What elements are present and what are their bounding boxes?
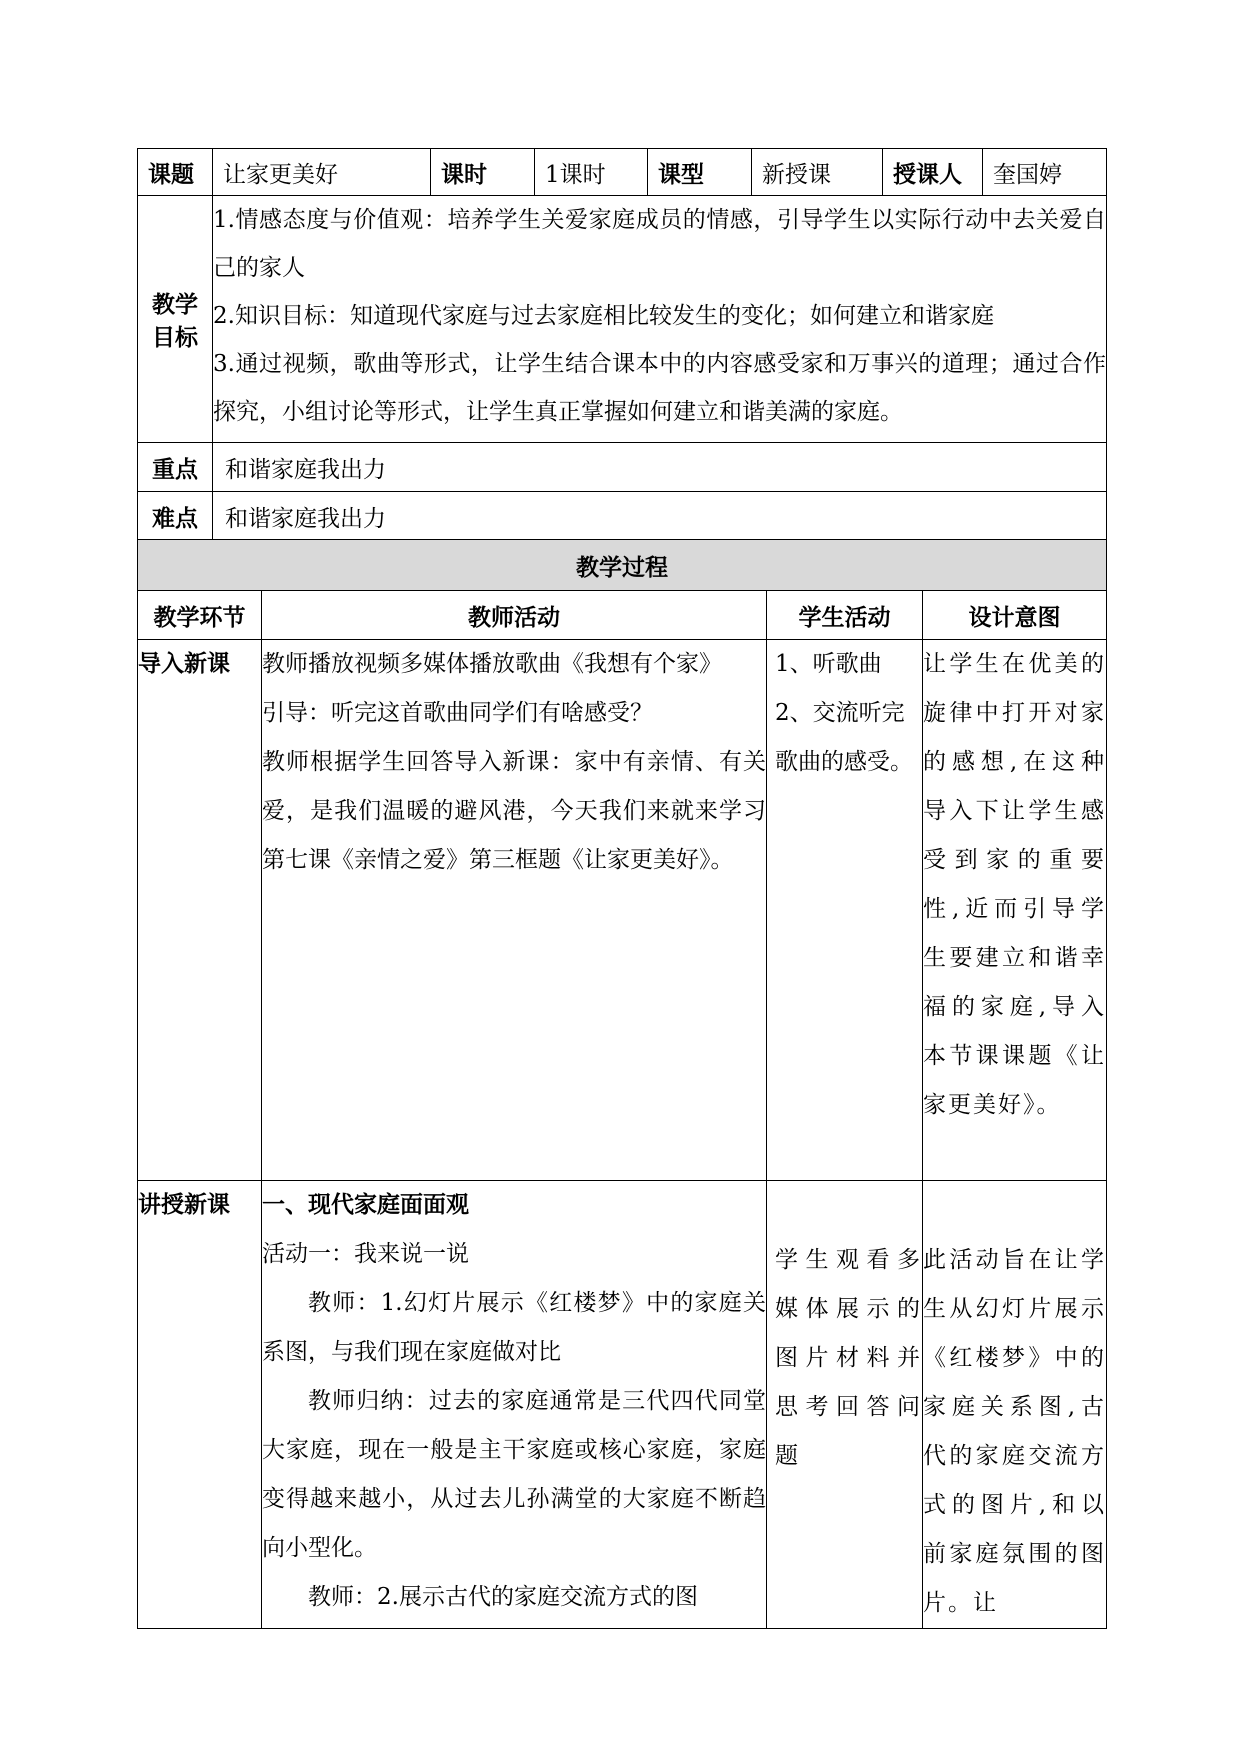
- lesson-info-table: [137, 148, 1107, 541]
- teacher-line: 教师播放视频多媒体播放歌曲《我想有个家》: [262, 651, 722, 677]
- goals-label: [138, 196, 213, 443]
- student-line: 2、交流听完歌曲的感受。: [775, 700, 913, 775]
- activity-title: 活动一：我来说一说: [262, 1241, 469, 1267]
- teacher-line: 引导：听完这首歌曲同学们有啥感受？: [262, 700, 653, 726]
- intent-cell: 让学生在优美的旋律中打开对家的感想,在这种导入下让学生感受到家的重要性,近而引导学生要建立和谐幸福的家庭,导入本节课课题《让家更美好》。: [923, 640, 1107, 1181]
- key-point-label: 重点: [138, 443, 213, 492]
- process-title: 教学过程: [138, 540, 1107, 591]
- key-point-row: [138, 443, 1107, 492]
- teacher-activity-cell: [262, 640, 767, 1181]
- goals-content: [213, 196, 1107, 443]
- goal-line: 3.通过视频，歌曲等形式，让学生结合课本中的内容感受家和万事兴的道理；通过合作探究，小组讨论等形式，让学生真正掌握如何建立和谐美满的家庭。: [213, 351, 1106, 425]
- teaching-process-table: [137, 539, 1107, 1629]
- teacher-value: 奎国婷: [983, 149, 1107, 196]
- goals-row: [138, 196, 1107, 443]
- teacher-label: 授课人: [883, 149, 983, 196]
- lesson-header-row: [138, 149, 1107, 196]
- process-column-headers: [138, 591, 1107, 640]
- hours-label: 课时: [431, 149, 535, 196]
- difficult-point-value: 和谐家庭我出力: [213, 492, 1107, 541]
- table-row: [138, 640, 1107, 1181]
- intent-cell: 此活动旨在让学生从幻灯片展示《红楼梦》中的家庭关系图,古代的家庭交流方式的图片,和以前家庭氛围的图片。让: [923, 1181, 1107, 1629]
- student-activity-cell: [767, 640, 923, 1181]
- column-header-teacher: 教师活动: [262, 591, 767, 640]
- key-point-value: 和谐家庭我出力: [213, 443, 1107, 492]
- process-title-row: [138, 540, 1107, 591]
- column-header-stage: 教学环节: [138, 591, 262, 640]
- hours-value: 1课时: [535, 149, 648, 196]
- goals-label-line-1: 教学: [152, 292, 198, 318]
- teacher-paragraph: 教师：1.幻灯片展示《红楼梦》中的家庭关系图，与我们现在家庭做对比: [262, 1290, 766, 1365]
- type-value: 新授课: [752, 149, 883, 196]
- student-line: 1、听歌曲: [775, 651, 882, 677]
- stage-cell: 讲授新课: [138, 1181, 262, 1629]
- stage-cell: 导入新课: [138, 640, 262, 1181]
- teacher-paragraph: 教师归纳：过去的家庭通常是三代四代同堂大家庭，现在一般是主干家庭或核心家庭，家庭变得越来越小，从过去儿孙满堂的大家庭不断趋向小型化。: [262, 1388, 766, 1561]
- teacher-paragraph: 教师：2.展示古代的家庭交流方式的图: [308, 1584, 698, 1610]
- type-label: 课型: [648, 149, 752, 196]
- goal-line: 1.情感态度与价值观：培养学生关爱家庭成员的情感，引导学生以实际行动中去关爱自己的家人: [213, 207, 1106, 281]
- goals-label-line-2: 目标: [152, 325, 198, 351]
- section-heading: 一、现代家庭面面观: [262, 1192, 469, 1218]
- difficult-point-label: 难点: [138, 492, 213, 541]
- teacher-line: 教师根据学生回答导入新课：家中有亲情、有关爱，是我们温暖的避风港，今天我们来就来学习第七课《亲情之爱》第三框题《让家更美好》。: [262, 749, 766, 873]
- goal-line: 2.知识目标：知道现代家庭与过去家庭相比较发生的变化；如何建立和谐家庭: [213, 303, 994, 329]
- topic-label: 课题: [138, 149, 213, 196]
- column-header-student: 学生活动: [767, 591, 923, 640]
- student-activity-cell: 学生观看多媒体展示的图片材料并思考回答问题: [767, 1181, 923, 1629]
- topic-value: 让家更美好: [213, 149, 431, 196]
- difficult-point-row: [138, 492, 1107, 541]
- table-row: [138, 1181, 1107, 1629]
- teacher-activity-cell: [262, 1181, 767, 1629]
- column-header-intent: 设计意图: [923, 591, 1107, 640]
